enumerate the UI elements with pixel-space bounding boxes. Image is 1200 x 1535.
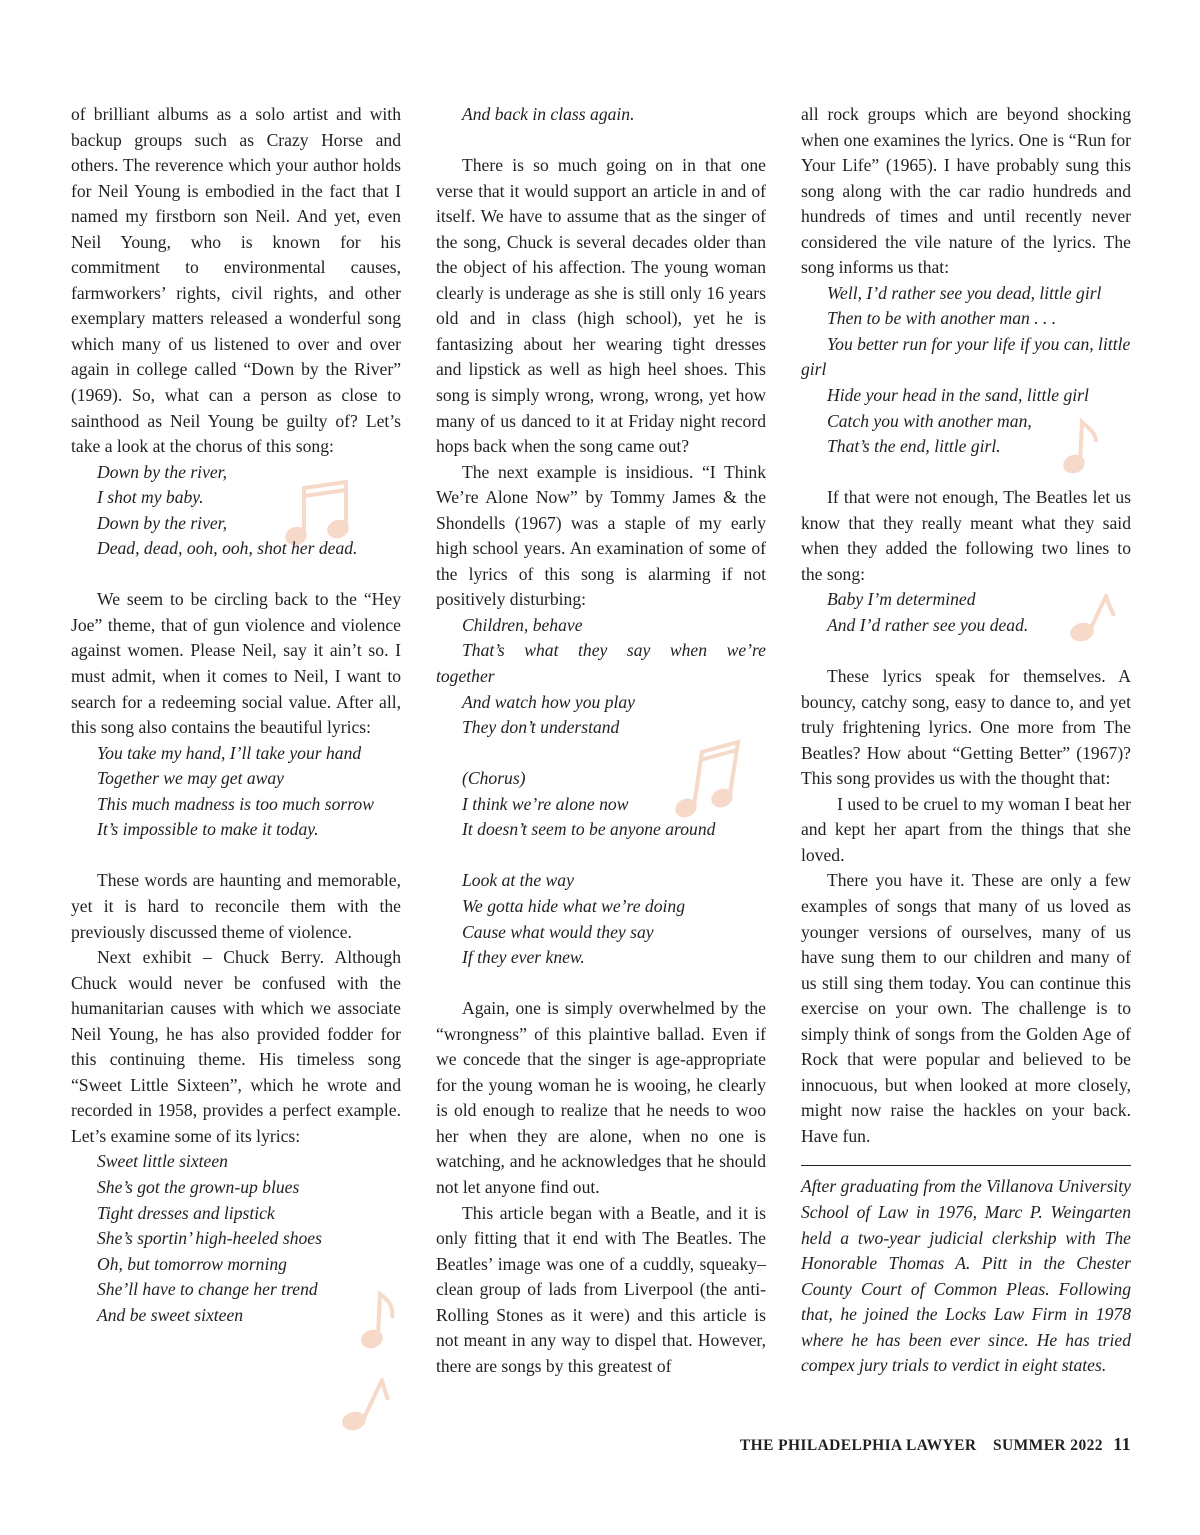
paragraph: This article began with a Beatle, and it is only fitting that it end with The Beatles. The Beatles’ image was one of a cuddly, squeaky–clean group of lads from Liverpool (the anti-Rolling Stones as it were) and this article is not meant in any way to dispel that. However, there are songs by this greatest of [436, 1202, 766, 1376]
page-number: 11 [1113, 1434, 1131, 1454]
article-column-3 [801, 102, 1131, 1379]
paragraph: all rock groups which are beyond shocking when one examines the lyrics. One is “Run for Your Life” (1965). I have probably sung this song along with the car radio hundreds and hundreds of times and until recently never considered the vile nature of the lyrics. The song informs us that: [801, 104, 1131, 278]
lyric-line: You better run for your life if you can, little girl [801, 333, 1131, 380]
lyric-line: She’s got the grown-up blues [97, 1176, 300, 1197]
lyric-line: Down by the river, [97, 512, 227, 533]
paragraph: These lyrics speak for themselves. A bouncy, catchy song, easy to dance to, and yet truly frightening lyrics. One more from The Beatles? How about “Getting Better” (1967)? This song provides us with the thought that: [801, 666, 1131, 789]
author-bio: After graduating from the Villanova University School of Law in 1976, Marc P. Weingarten held a two-year judicial clerkship with The Honorable Thomas A. Pitt in the Chester County Court of Common Pleas. Following that, he joined the Locks Law Firm in 1978 where he has been ever since. He has tried compex jury trials to verdict in eight states. [801, 1176, 1131, 1376]
lyric-line: We gotta hide what we’re doing [462, 895, 685, 916]
lyrics-block [436, 766, 766, 843]
paragraph: There is so much going on in that one verse that it would support an article in and of itself. We have to assume that as the singer of the song, Chuck is several decades older than the object of his affection. The young woman clearly is underage as she is still only 16 years old and in class (high school), yet he is fantasizing about her wearing tight dresses and lipstick as well as high heel shoes. This song is simply wrong, wrong, wrong, yet how many of us danced to it at Friday night record hops back when the song came out? [436, 155, 766, 457]
divider [801, 1165, 1131, 1166]
lyric-line: And watch how you play [462, 691, 635, 712]
lyric-line: And be sweet sixteen [97, 1304, 244, 1325]
lyric-line: It doesn’t seem to be anyone around [462, 819, 716, 840]
lyric-line: Oh, but tomorrow morning [97, 1253, 287, 1274]
lyric-line: (Chorus) [462, 768, 526, 789]
lyric-line: Tight dresses and lipstick [97, 1202, 275, 1223]
article-column-1 [71, 102, 401, 1328]
article-column-2 [436, 102, 766, 1379]
lyric-line: This much madness is too much sorrow [97, 793, 374, 814]
page-footer [740, 1434, 1131, 1455]
lyric-line: That’s what they say when we’re [462, 640, 766, 661]
lyric-line: They don’t understand [462, 717, 620, 738]
lyric-line: And back in class again. [462, 104, 635, 124]
paragraph: There you have it. These are only a few examples of songs that many of us loved as younger versions of ourselves, many of us have sung them to our children and many of us still sing them today. You can continue this exercise on your own. The challenge is to simply think of songs from the Golden Age of Rock that were popular and believed to be innocuous, but when looked at more closely, might now raise the hackles on your back. Have fun. [801, 870, 1131, 1146]
lyrics-block [71, 741, 401, 843]
paragraph: Again, one is simply overwhelmed by the “wrongness” of this plaintive ballad. Even if we concede that the singer is age-appropriate for the young woman he is wooing, he clearly is old enough to realize that he needs to woo her when they are alone, when no one is watching, and he acknowledges that he should not let anyone find out. [436, 998, 766, 1197]
lyric-line: She’s sportin’ high-heeled shoes [97, 1228, 322, 1249]
lyric-line: Catch you with another man, [827, 410, 1032, 431]
lyric-line: Then to be with another man . . . [827, 308, 1057, 329]
paragraph: of brilliant albums as a solo artist and with backup groups such as Crazy Horse and others. The reverence which your author holds for Neil Young is embodied in the fact that I named my firstborn son Neil. And yet, even Neil Young, who is known for his commitment to environmental causes, farmworkers’ rights, civil rights, and other exemplary matters released a wonderful song which many of us listened to over and over again in college called “Down by the River” (1969). So, what can a person as close to sainthood as Neil Young be guilty of? Let’s take a look at the chorus of this song: [71, 104, 401, 457]
lyrics-block [801, 281, 1131, 460]
lyrics-block [71, 460, 401, 562]
lyric-line: Sweet little sixteen [97, 1151, 228, 1172]
paragraph: Next exhibit – Chuck Berry. Although Chuck would never be confused with the humanitarian causes with which we associate Neil Young, he has also provided fodder for this continuing theme. His timeless song “Sweet Little Sixteen”, which he wrote and recorded in 1958, provides a perfect example. Let’s examine some of its lyrics: [71, 947, 401, 1146]
lyric-line: If they ever knew. [462, 947, 585, 968]
lyric-line: It’s impossible to make it today. [97, 819, 319, 840]
lyric-line: She’ll have to change her trend [97, 1279, 318, 1300]
paragraph: The next example is insidious. “I Think We’re Alone Now” by Tommy James & the Shondells (1967) was a staple of my early high school years. An examination of some of the lyrics of this song is alarming if not positively disturbing: [436, 461, 766, 610]
lyrics-block [801, 587, 1131, 638]
lyric-line: I think we’re alone now [462, 793, 629, 814]
paragraph: If that were not enough, The Beatles let us know that they really meant what they said when they added the following two lines to the song: [801, 487, 1131, 584]
lyric-line: Together we may get away [97, 768, 284, 789]
eighth-note-icon [334, 1378, 390, 1434]
lyric-line: I shot my baby. [97, 487, 204, 508]
lyric-line: That’s the end, little girl. [827, 436, 1001, 457]
lyric-line: Hide your head in the sand, little girl [827, 385, 1089, 406]
lyric-line: Well, I’d rather see you dead, little girl [827, 282, 1102, 303]
paragraph: We seem to be circling back to the “Hey Joe” theme, that of gun violence and violence against women. Please Neil, say it ain’t so. I must admit, when it comes to Neil, I want to search for a redeeming social value. After all, this song also contains the beautiful lyrics: [71, 589, 401, 738]
lyrics-block [71, 1149, 401, 1328]
quoted-lyric: I used to be cruel to my woman I beat her and kept her apart from the things that she loved. [801, 793, 1131, 865]
lyrics-block [436, 613, 766, 741]
lyric-line: You take my hand, I’ll take your hand [97, 742, 362, 763]
lyric-line: Baby I’m determined [827, 589, 976, 610]
lyric-line: Children, behave [462, 614, 583, 635]
lyric-line: Cause what would they say [462, 921, 654, 942]
lyric-line: Dead, dead, ooh, ooh, shot her dead. [97, 538, 358, 559]
lyric-line: Look at the way [462, 870, 574, 891]
publication-name: THE PHILADELPHIA LAWYER [739, 1437, 977, 1454]
paragraph: These words are haunting and memorable, yet it is hard to reconcile them with the previously discussed theme of violence. [71, 870, 401, 942]
lyric-line: Down by the river, [97, 461, 227, 482]
lyrics-block [436, 868, 766, 970]
lyric-line: together [436, 666, 495, 687]
issue-label: SUMMER 2022 [993, 1437, 1103, 1454]
lyric-line: And I’d rather see you dead. [827, 614, 1029, 635]
lyrics-block [436, 102, 766, 128]
